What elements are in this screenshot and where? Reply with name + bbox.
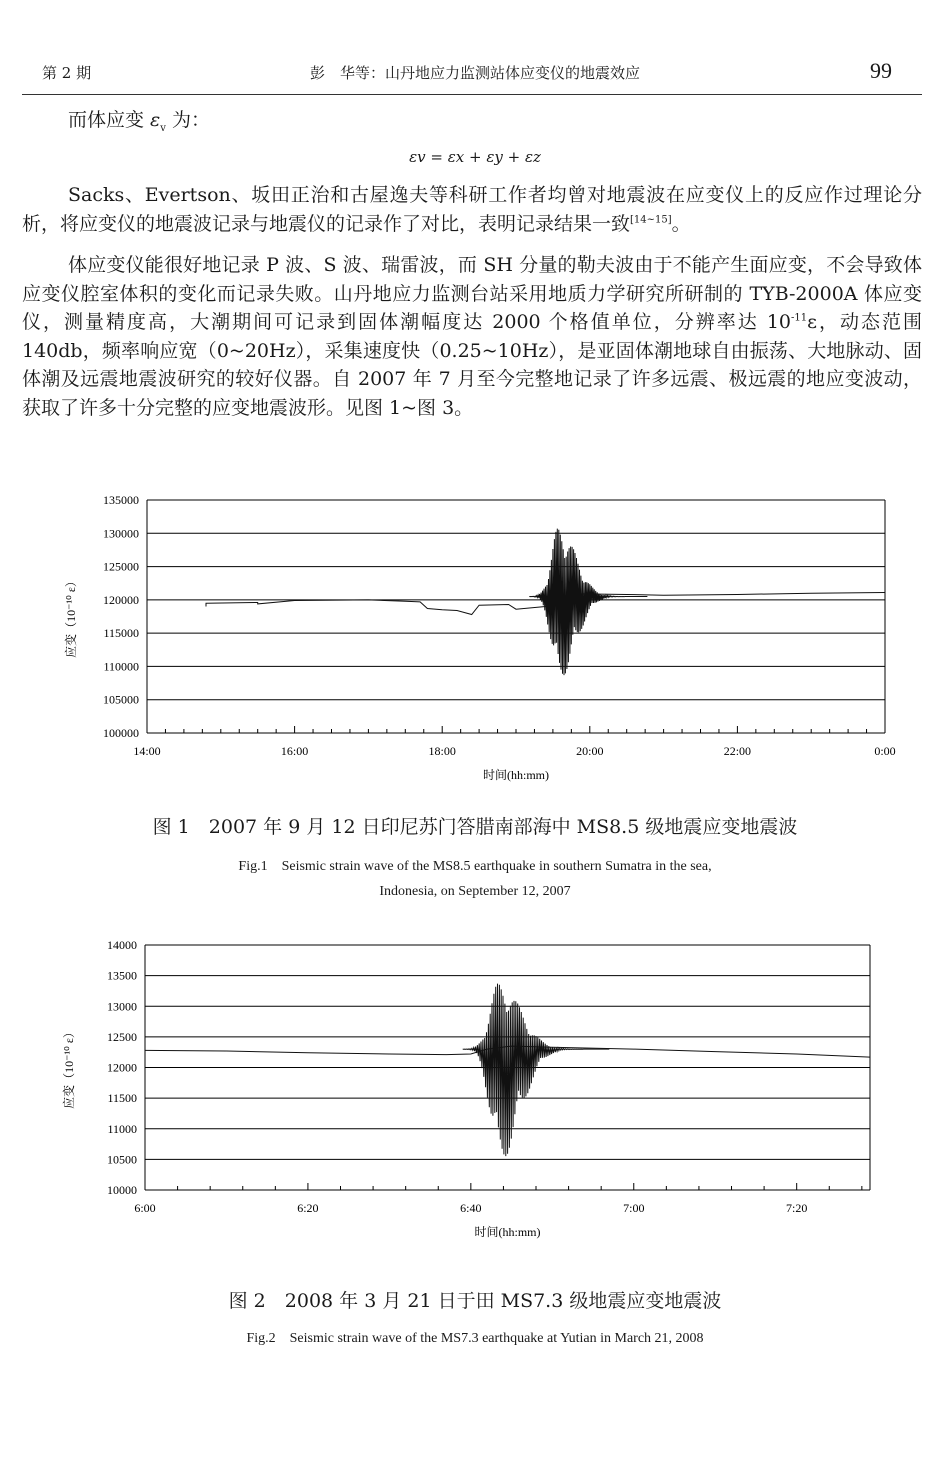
figure-1-caption-en-line1: Fig.1 Seismic strain wave of the MS8.5 earthquake in southern Sumatra in the sea,: [238, 859, 712, 874]
x-tick-label: 6:20: [297, 1201, 319, 1215]
x-tick-label: 20:00: [576, 744, 604, 758]
y-tick-label: 105000: [103, 692, 139, 707]
volume-strain-intro: 而体应变 $\varepsilon_v$ 为：: [68, 109, 210, 134]
seismic-burst: [463, 984, 610, 1157]
x-tick-label: 22:00: [723, 744, 752, 758]
x-tick-label: 6:00: [134, 1201, 156, 1215]
y-tick-label: 110000: [103, 659, 139, 674]
volume-strain-formula: εv = εx + εy + εz: [409, 148, 541, 166]
citation-ref: [14~15]: [630, 214, 672, 226]
paragraph-2: 体应变仪能很好地记录 P 波、S 波、瑞雷波，而 SH 分量的勒夫波由于不能产生面应变，不会导致体应变仪腔室体积的变化而记录失败。山丹地应力监测台站采用地质力学研究所研制的 TYB-2000A 体应变仪，测量精度高，大潮期间可记录到固体潮幅度达 2000 个格值单位，分辨率达 $10^{-11}\varepsilon$，动态范围 140db，频率响应宽（0~20Hz），采集速度快（0.25~10Hz），是亚固体潮地球自由振荡、大地脉动、固体潮及远震地震波研究的较好仪器。自 2007 年 7 月至今完整地记录了许多远震、极远震的地应变波动，获取了许多十分完整的应变地震波形。见图 1~图 3。: [22, 254, 923, 419]
y-tick-label: 135000: [103, 493, 139, 507]
figure-1-caption-zh: 图 1 2007 年 9 月 12 日印尼苏门答腊南部海中 MS8.5 级地震应变地震波: [152, 816, 798, 838]
figure-1-caption-en-line2: Indonesia, on September 12, 2007: [379, 884, 571, 899]
x-tick-label: 7:20: [786, 1201, 808, 1215]
x-tick-label: 16:00: [280, 744, 309, 758]
y-axis-title: 应变（10⁻¹⁰ ε）: [62, 1026, 76, 1109]
y-tick-label: 12500: [107, 1029, 137, 1044]
y-tick-label: 11000: [107, 1121, 137, 1136]
y-tick-label: 130000: [103, 526, 139, 541]
x-axis-title: 时间(hh:mm): [483, 768, 549, 782]
journal-issue: 第 2 期: [42, 64, 92, 82]
y-tick-label: 14000: [107, 938, 137, 952]
y-tick-label: 13500: [107, 968, 137, 983]
figure-1-chart: [0, 488, 950, 798]
x-axis-title: 时间(hh:mm): [474, 1225, 541, 1239]
y-tick-label: 10000: [107, 1183, 137, 1197]
figure-2-caption-zh: 图 2 2008 年 3 月 21 日于田 MS7.3 级地震应变地震波: [228, 1290, 722, 1312]
x-tick-label: 0:00: [874, 744, 896, 758]
header-rule: [22, 94, 922, 95]
x-tick-label: 18:00: [428, 744, 456, 758]
y-tick-label: 11500: [107, 1091, 137, 1106]
y-tick-label: 115000: [103, 626, 139, 641]
paragraph-1: Sacks、Evertson、坂田正治和古屋逸夫等科研工作者均曾对地震波在应变仪上的反应作过理论分析，将应变仪的地震波记录与地震仪的记录作了对比，表明记录结果一致[14~15]。: [22, 184, 922, 235]
y-tick-label: 10500: [107, 1152, 137, 1167]
figure-2-chart: [0, 930, 950, 1260]
y-tick-label: 100000: [103, 726, 139, 740]
y-tick-label: 125000: [103, 559, 139, 574]
y-axis-title: 应变（10⁻¹⁰ ε）: [64, 575, 78, 658]
running-title: 彭 华等：山丹地应力监测站体应变仪的地震效应: [309, 64, 640, 82]
x-tick-label: 7:00: [623, 1201, 645, 1215]
seismic-burst: [529, 529, 647, 676]
x-tick-label: 14:00: [133, 744, 161, 758]
y-tick-label: 120000: [103, 592, 139, 607]
figure-2-caption-en: Fig.2 Seismic strain wave of the MS7.3 earthquake at Yutian in March 21, 2008: [246, 1331, 704, 1346]
page-number: 99: [870, 58, 892, 83]
strain-series-line: [145, 1046, 870, 1057]
y-tick-label: 13000: [107, 999, 137, 1014]
x-tick-label: 6:40: [460, 1201, 482, 1215]
y-tick-label: 12000: [107, 1060, 137, 1075]
